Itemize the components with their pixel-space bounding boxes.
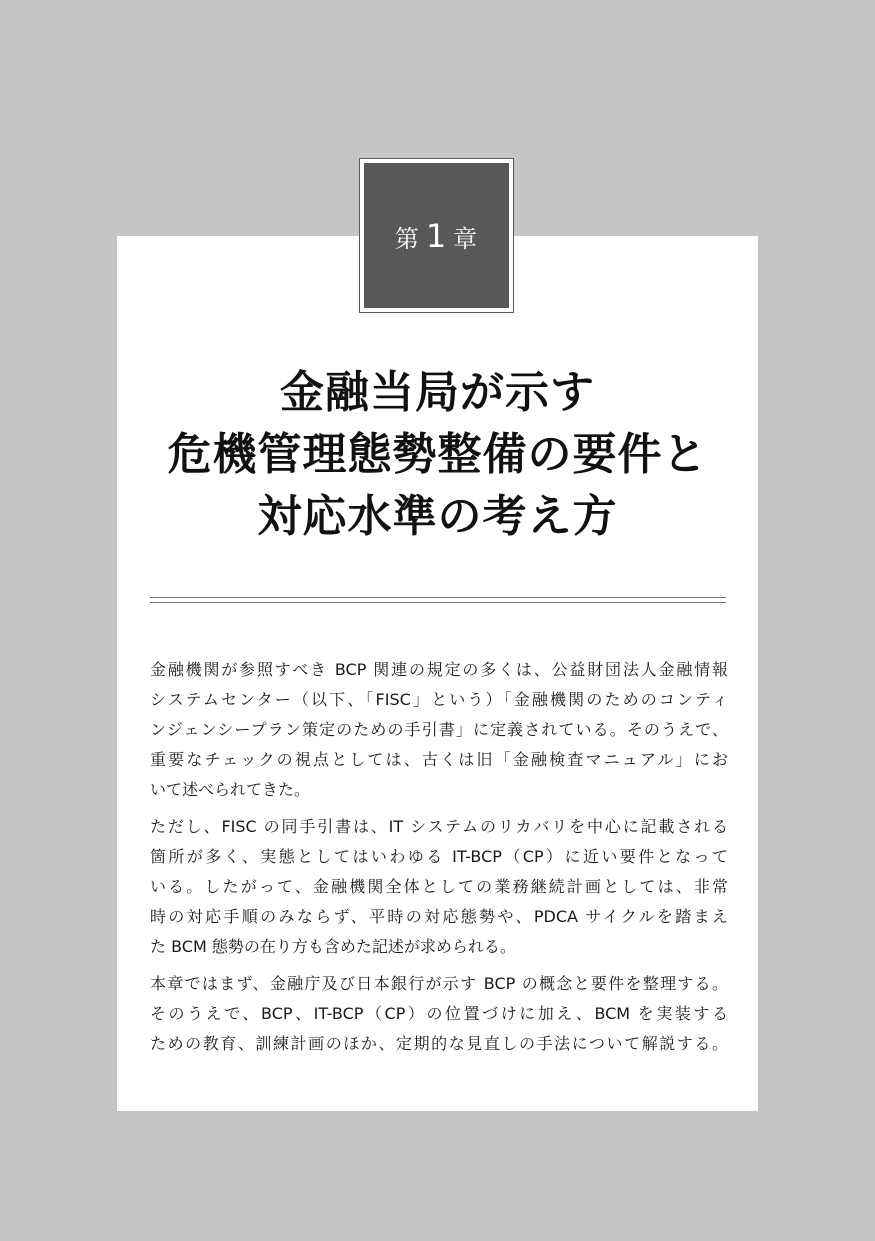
text-line: 本章ではまず、金融庁及び日本銀行が示す BCP の概念と要件を整理する。 [150,974,728,993]
text-line: ただし、FISC の同手引書は、IT システムのリカバリを中心に記載される [150,817,728,836]
intro-paragraph [150,812,728,962]
text-line: いて述べられてきた。 [150,780,311,799]
chapter-number: 1 [425,216,448,255]
chapter-badge-fill [364,163,509,308]
text-line: そのうえで、BCP、IT-BCP（CP）の位置づけに加え、BCM を実装する [150,1004,728,1023]
text-line: ンジェンシープラン策定のための手引書」に定義されている。そのうえで、 [150,720,728,739]
intro-paragraph [150,969,728,1059]
text-line: 重要なチェックの視点としては、古くは旧「金融検査マニュアル」にお [150,750,728,769]
text-line: ための教育、訓練計画のほか、定期的な見直しの手法について解説する。 [150,1034,728,1053]
chapter-prefix: 第 [394,224,420,253]
title-divider-bottom [150,602,726,603]
chapter-suffix: 章 [453,224,479,253]
text-line: 箇所が多く、実態としてはいわゆる IT-BCP（CP）に近い要件となって [150,847,728,866]
text-line: いる。したがって、金融機関全体としての業務継続計画としては、非常 [150,877,728,896]
text-line: 時の対応手順のみならず、平時の対応態勢や、PDCA サイクルを踏まえ [150,907,728,926]
chapter-title-line: 金融当局が示す [280,367,595,418]
intro-paragraph [150,655,728,805]
chapter-title [117,362,758,548]
chapter-badge [359,158,514,313]
chapter-intro [150,655,728,1066]
text-line: 金融機関が参照すべき BCP 関連の規定の多くは、公益財団法人金融情報 [150,660,728,679]
text-line: システムセンター（以下、「FISC」という）「金融機関のためのコンティ [150,690,728,709]
chapter-title-line: 対応水準の考え方 [257,491,618,542]
chapter-title-line: 危機管理態勢整備の要件と [167,429,708,480]
text-line: た BCM 態勢の在り方も含めた記述が求められる。 [150,937,516,956]
title-divider-top [150,597,726,598]
chapter-label [395,217,478,255]
